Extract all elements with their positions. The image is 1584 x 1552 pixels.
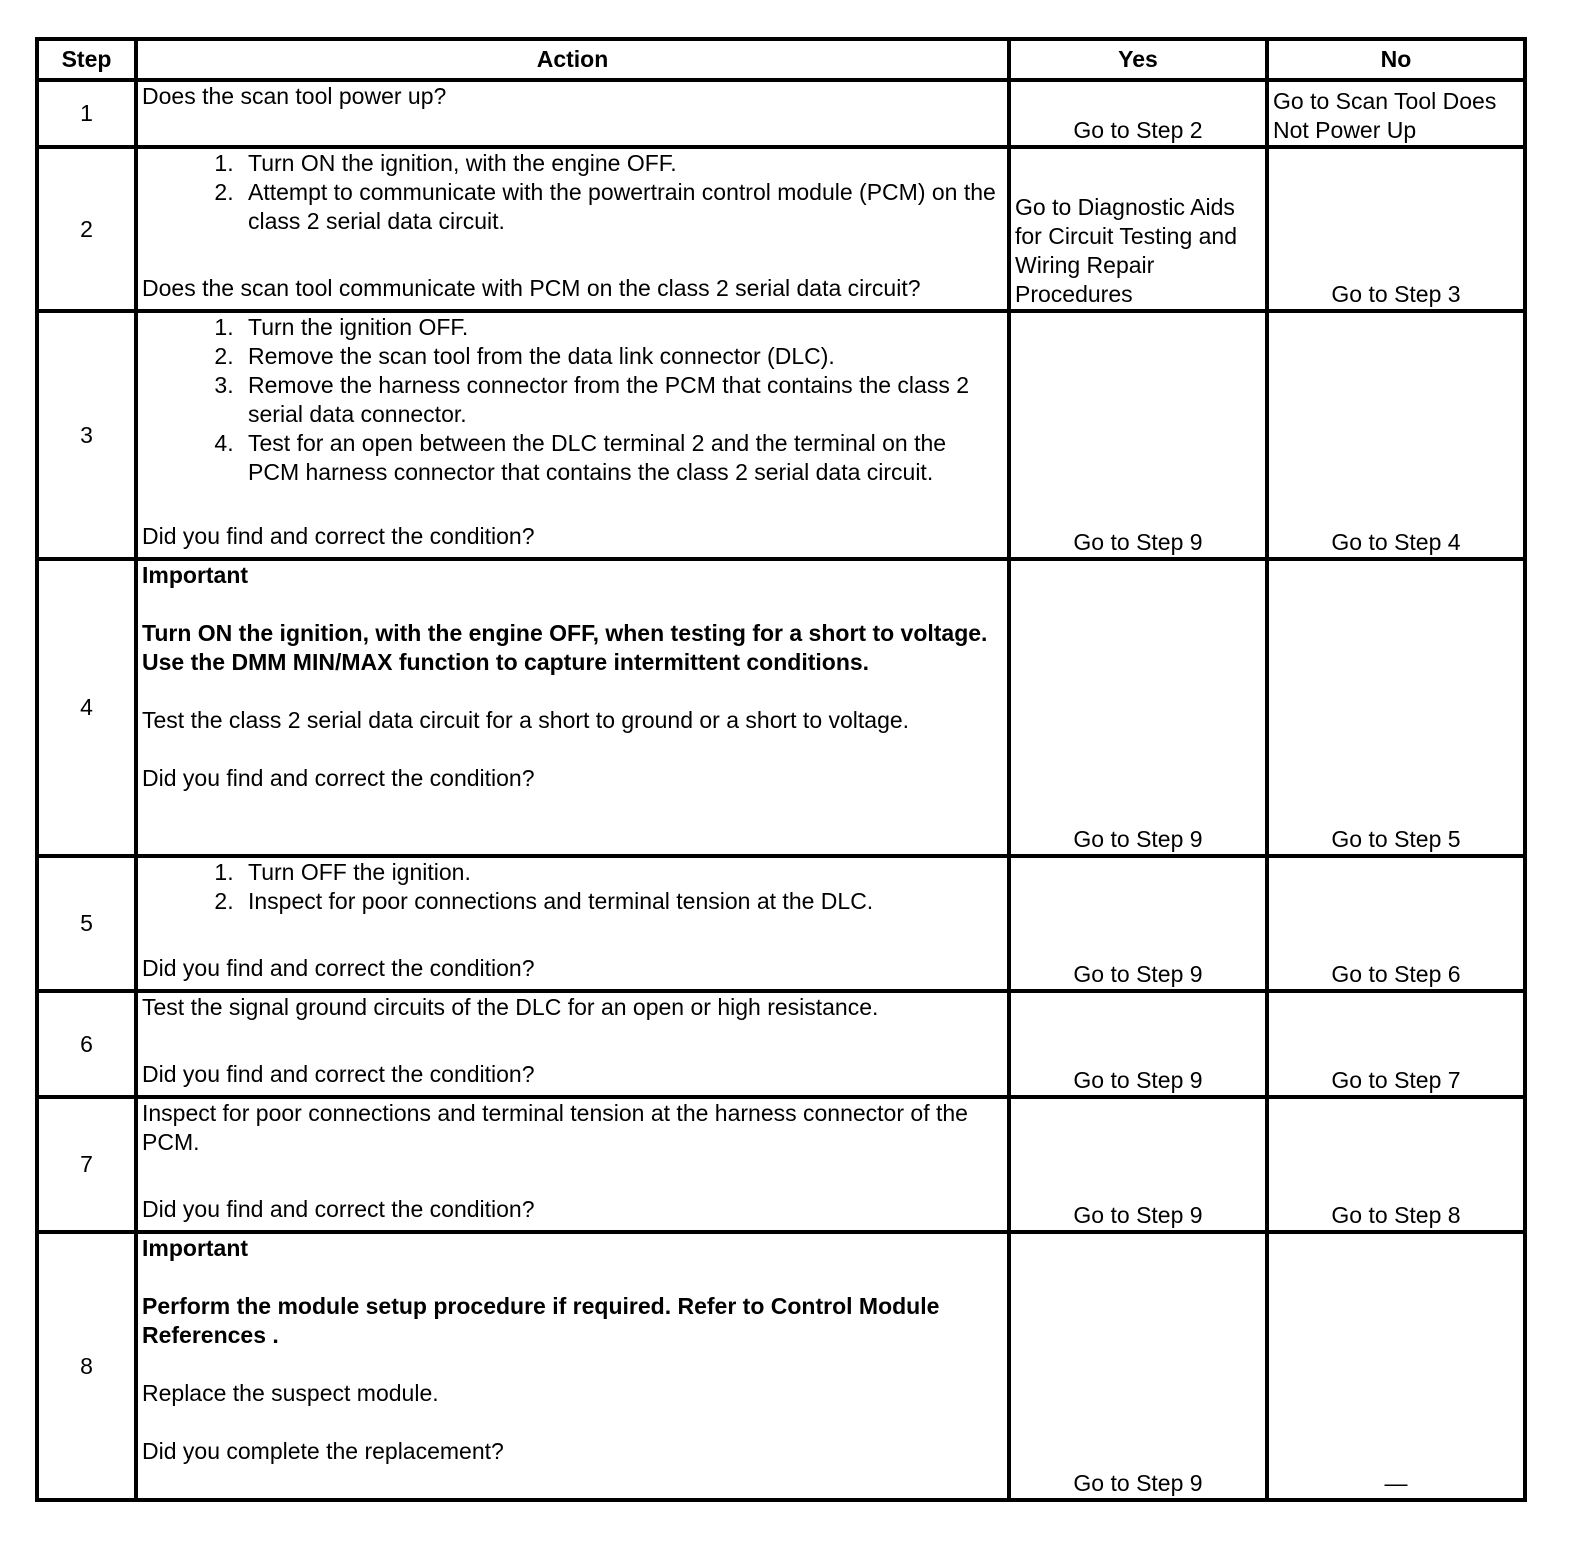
important-label: Important <box>142 562 249 588</box>
substep: 1. Turn the ignition OFF. <box>240 313 1003 342</box>
table-row <box>37 559 1525 856</box>
table-row <box>37 1232 1525 1500</box>
instruction: Test the signal ground circuits of the DLC for an open or high resistance. <box>142 994 879 1020</box>
yes-cell[interactable]: Go to Step 2 <box>1009 80 1267 147</box>
action-cell <box>136 1097 1009 1232</box>
action-cell <box>136 559 1009 856</box>
step-number: 2 <box>37 147 136 311</box>
substep: 2. Attempt to communicate with the powertrain control module (PCM) on the class 2 serial data circuit. <box>240 178 1003 236</box>
important-label: Important <box>142 1235 249 1261</box>
step-number: 3 <box>37 311 136 559</box>
no-cell[interactable]: Go to Step 5 <box>1267 559 1525 856</box>
question: Did you find and correct the condition? <box>142 1061 535 1087</box>
important-text: Perform the module setup procedure if required. Refer to Control Module References . <box>142 1293 940 1348</box>
substep: 2. Remove the scan tool from the data link connector (DLC). <box>240 342 1003 371</box>
substep: 1. Turn OFF the ignition. <box>240 858 1003 887</box>
important-text: Turn ON the ignition, with the engine OFF, when testing for a short to voltage. Use the DMM MIN/MAX function to capture intermittent conditions. <box>142 620 988 675</box>
step-number: 1 <box>37 80 136 147</box>
substep: 4. Test for an open between the DLC terminal 2 and the terminal on the PCM harness connector that contains the class 2 serial data circuit. <box>240 429 1003 487</box>
table-row <box>37 147 1525 311</box>
step-number: 8 <box>37 1232 136 1500</box>
question: Did you find and correct the condition? <box>142 955 535 981</box>
table-row <box>37 856 1525 991</box>
substep: 1. Turn ON the ignition, with the engine OFF. <box>240 149 1003 178</box>
header-step: Step <box>37 39 136 80</box>
diagnostic-table <box>35 37 1527 1502</box>
substep-list <box>142 313 1003 487</box>
no-cell[interactable]: Go to Step 6 <box>1267 856 1525 991</box>
yes-cell[interactable]: Go to Diagnostic Aids for Circuit Testing and Wiring Repair Procedures <box>1009 147 1267 311</box>
no-cell[interactable]: Go to Scan Tool Does Not Power Up <box>1267 80 1525 147</box>
question: Did you complete the replacement? <box>142 1438 504 1464</box>
question: Did you find and correct the condition? <box>142 765 535 791</box>
question: Does the scan tool communicate with PCM on the class 2 serial data circuit? <box>142 275 921 301</box>
no-cell[interactable]: Go to Step 3 <box>1267 147 1525 311</box>
action-cell <box>136 991 1009 1097</box>
step-number: 5 <box>37 856 136 991</box>
action-cell <box>136 147 1009 311</box>
substep-list <box>142 858 1003 916</box>
step-number: 6 <box>37 991 136 1097</box>
instruction: Inspect for poor connections and terminal tension at the harness connector of the PCM. <box>142 1100 968 1155</box>
no-cell: — <box>1267 1232 1525 1500</box>
no-cell[interactable]: Go to Step 4 <box>1267 311 1525 559</box>
no-cell[interactable]: Go to Step 8 <box>1267 1097 1525 1232</box>
action-cell <box>136 80 1009 147</box>
yes-cell[interactable]: Go to Step 9 <box>1009 856 1267 991</box>
header-no: No <box>1267 39 1525 80</box>
step-number: 4 <box>37 559 136 856</box>
question: Does the scan tool power up? <box>142 83 447 109</box>
question: Did you find and correct the condition? <box>142 523 535 549</box>
header-row <box>37 39 1525 80</box>
yes-cell[interactable]: Go to Step 9 <box>1009 559 1267 856</box>
yes-cell[interactable]: Go to Step 9 <box>1009 1097 1267 1232</box>
step-number: 7 <box>37 1097 136 1232</box>
yes-cell[interactable]: Go to Step 9 <box>1009 991 1267 1097</box>
header-yes: Yes <box>1009 39 1267 80</box>
question: Did you find and correct the condition? <box>142 1196 535 1222</box>
instruction: Test the class 2 serial data circuit for a short to ground or a short to voltage. <box>142 707 910 733</box>
yes-cell[interactable]: Go to Step 9 <box>1009 311 1267 559</box>
table-row <box>37 991 1525 1097</box>
substep: 3. Remove the harness connector from the PCM that contains the class 2 serial data connector. <box>240 371 1003 429</box>
action-cell <box>136 1232 1009 1500</box>
table-row <box>37 80 1525 147</box>
instruction: Replace the suspect module. <box>142 1380 439 1406</box>
table-row <box>37 1097 1525 1232</box>
substep: 2. Inspect for poor connections and terminal tension at the DLC. <box>240 887 1003 916</box>
yes-cell[interactable]: Go to Step 9 <box>1009 1232 1267 1500</box>
action-cell <box>136 856 1009 991</box>
header-action: Action <box>136 39 1009 80</box>
action-cell <box>136 311 1009 559</box>
substep-list <box>142 149 1003 236</box>
table-row <box>37 311 1525 559</box>
no-cell[interactable]: Go to Step 7 <box>1267 991 1525 1097</box>
